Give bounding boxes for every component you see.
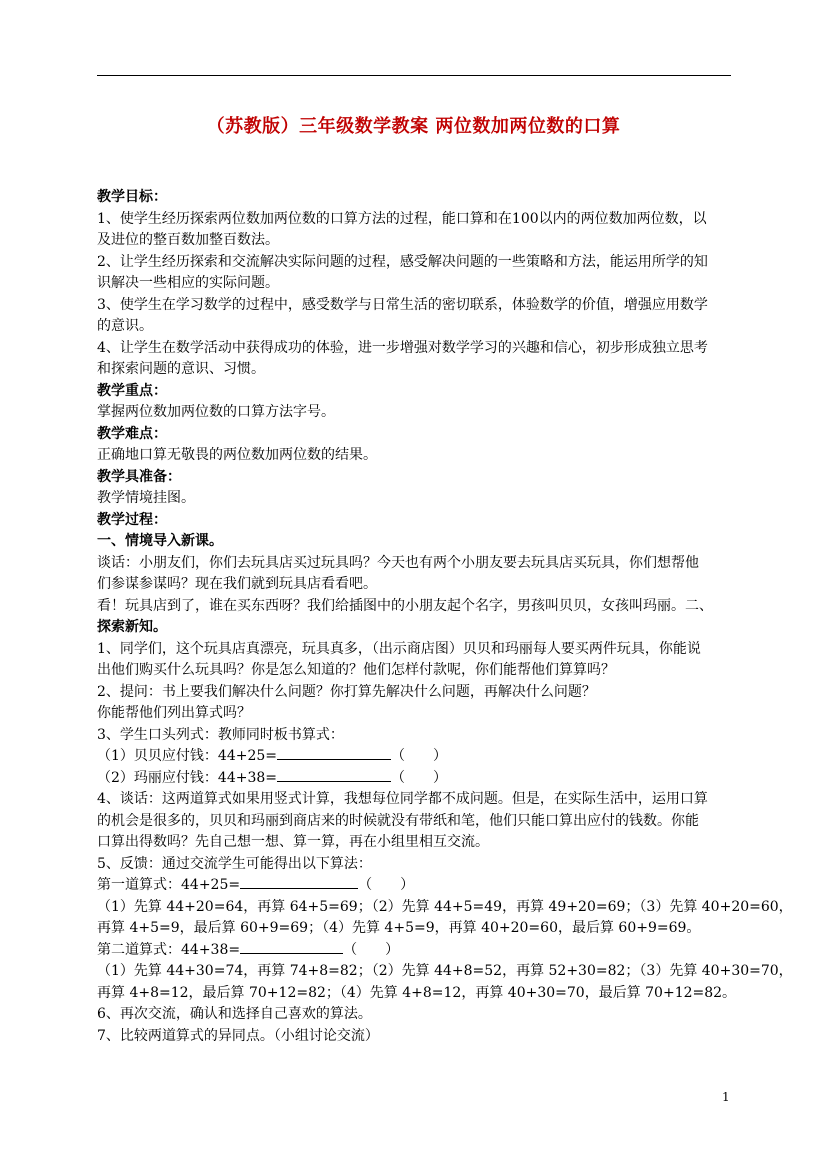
section-heading	[97, 424, 737, 446]
body-line	[97, 252, 737, 274]
line-text: 教学情境挂图。	[97, 490, 195, 506]
answer-parentheses: （ ）	[391, 769, 447, 786]
line-text: （1）贝贝应付钱：44+25=	[97, 748, 277, 764]
section-heading	[97, 381, 737, 403]
line-text: 第二道算式：44+38=	[97, 941, 241, 958]
body-line	[97, 983, 737, 1005]
body-line	[97, 574, 737, 596]
line-text: （1）先算 44+30=74，再算 74+8=82；（2）先算 44+8=52，再算 52+30=82；（3）先算 40+30=70，	[97, 963, 793, 979]
header-rule	[97, 75, 731, 76]
line-text: 5、反馈：通过交流学生可能得出以下算法：	[97, 855, 372, 872]
line-text: 再算 4+5=9，最后算 60+9=69；（4）先算 4+5=9，再算 40+20=60，最后算 60+9=69。	[97, 920, 701, 936]
body-line	[97, 682, 737, 704]
body-line	[97, 209, 737, 231]
line-text: 教学具准备：	[97, 468, 181, 485]
body-line	[97, 295, 737, 317]
line-text: 你能帮他们列出算式吗？	[97, 705, 251, 721]
line-text: 的机会是很多的，贝贝和玛丽到商店来的时候就没有带纸和笔，他们只能口算出应付的钱数。你能	[97, 812, 699, 829]
body-line	[97, 660, 737, 682]
line-text: 教学过程：	[97, 511, 167, 528]
body-line	[97, 488, 737, 510]
line-text: 4、让学生在数学活动中获得成功的体验，进一步增强对数学学习的兴趣和信心，初步形成独立思考	[97, 339, 708, 356]
body-line	[97, 338, 737, 360]
body-line	[97, 402, 737, 424]
answer-blank	[240, 875, 358, 889]
line-text: 看！玩具店到了，谁在买东西呀？我们给插图中的小朋友起个名字，男孩叫贝贝，女孩叫玛丽。二、	[97, 597, 713, 614]
section-heading	[97, 531, 737, 553]
body-line	[97, 316, 737, 338]
body-line	[97, 897, 793, 919]
answer-parentheses: （ ）	[391, 748, 447, 764]
body-line	[97, 789, 737, 811]
body-line	[97, 553, 737, 575]
body-line	[97, 1026, 737, 1048]
body-line	[97, 854, 737, 876]
section-heading	[97, 187, 737, 209]
body-line	[97, 1004, 737, 1026]
line-text: 3、使学生在学习数学的过程中，感受数学与日常生活的密切联系，体验数学的价值，增强应用数学	[97, 296, 708, 313]
line-text: 正确地口算无敬畏的两位数加两位数的结果。	[97, 447, 377, 463]
body-line	[97, 832, 737, 854]
body-line	[97, 918, 737, 940]
line-text: （1）先算 44+20=64，再算 64+5=69；（2）先算 44+5=49，再算 49+20=69；（3）先算 40+20=60，	[97, 898, 793, 915]
body-line	[97, 703, 737, 725]
line-text: 教学目标：	[97, 189, 167, 205]
page-number: 1	[722, 1090, 730, 1104]
line-text: 口算出得数吗？先自己想一想、算一算，再在小组里相互交流。	[97, 834, 489, 850]
line-text: 1、使学生经历探索两位数加两位数的口算方法的过程，能口算和在100以内的两位数加两位数，以	[97, 210, 707, 227]
line-text: 识解决一些相应的实际问题。	[97, 275, 279, 291]
line-text: 出他们购买什么玩具吗？你是怎么知道的？他们怎样付款呢，你们能帮他们算算吗？	[97, 662, 615, 678]
line-text: 第一道算式：44+25=	[97, 877, 241, 893]
document-title: （苏教版）三年级数学教案 两位数加两位数的口算	[206, 116, 621, 137]
line-text: 1、同学们，这个玩具店真漂亮，玩具真多，（出示商店图）贝贝和玛丽每人要买两件玩具，你能说	[97, 640, 701, 657]
section-heading	[97, 510, 737, 532]
body-line	[97, 596, 737, 618]
section-heading	[97, 467, 737, 489]
line-text: 探索新知。	[97, 619, 167, 635]
line-text: 们参谋参谋吗？现在我们就到玩具店看看吧。	[97, 576, 377, 592]
body-line	[97, 768, 737, 790]
body-line	[97, 230, 737, 252]
line-text: 和探索问题的意识、习惯。	[97, 361, 265, 377]
line-text: 2、提问：书上要我们解决什么问题？你打算先解决什么问题，再解决什么问题？	[97, 683, 596, 700]
body-line	[97, 445, 737, 467]
body-line	[97, 359, 737, 381]
line-text: 掌握两位数加两位数的口算方法字号。	[97, 404, 335, 420]
body-line	[97, 875, 737, 897]
line-text: 的意识。	[97, 318, 153, 334]
answer-parentheses: （ ）	[343, 941, 400, 958]
body-line	[97, 961, 793, 983]
line-text: 4、谈话：这两道算式如果用竖式计算，我想每位同学都不成问题。但是，在实际生活中，运用口算	[97, 791, 708, 807]
body-line	[97, 273, 737, 295]
line-text: 谈话：小朋友们，你们去玩具店买过玩具吗？今天也有两个小朋友要去玩具店买玩具，你们想帮他	[97, 554, 699, 571]
document-body	[97, 187, 793, 1047]
line-text: 教学重点：	[97, 382, 167, 399]
body-line	[97, 725, 737, 747]
line-text: 一、情境导入新课。	[97, 533, 223, 549]
body-line	[97, 940, 737, 962]
answer-parentheses: （ ）	[358, 877, 415, 893]
line-text: 3、学生口头列式：教师同时板书算式：	[97, 726, 344, 743]
line-text: 教学难点：	[97, 425, 167, 442]
line-text: （2）玛丽应付钱：44+38=	[97, 769, 277, 786]
body-line	[97, 639, 737, 661]
answer-blank	[277, 746, 391, 760]
body-line	[97, 811, 737, 833]
answer-blank	[277, 768, 391, 782]
line-text: 6、再次交流，确认和选择自己喜欢的算法。	[97, 1006, 372, 1022]
body-line	[97, 746, 737, 768]
line-text: 及进位的整百数加整百数法。	[97, 232, 279, 248]
line-text: 再算 4+8=12，最后算 70+12=82；（4）先算 4+8=12，再算 40+30=70，最后算 70+12=82。	[97, 984, 737, 1001]
section-heading	[97, 617, 737, 639]
line-text: 2、让学生经历探索和交流解决实际问题的过程，感受解决问题的一些策略和方法，能运用所学的知	[97, 253, 708, 270]
answer-blank	[240, 940, 343, 954]
line-text: 7、比较两道算式的异同点。（小组讨论交流）	[97, 1027, 379, 1044]
